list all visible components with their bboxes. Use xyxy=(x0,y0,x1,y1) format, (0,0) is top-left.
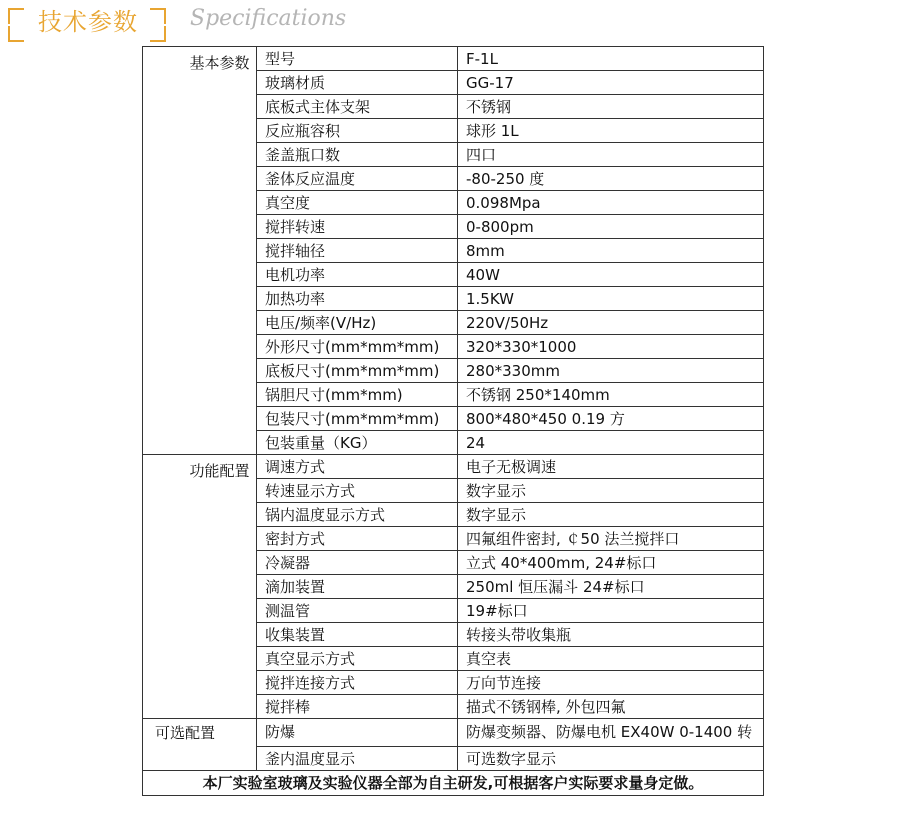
spec-name: 测温管 xyxy=(257,599,458,623)
table-row xyxy=(143,771,764,796)
spec-value: 防爆变频器、防爆电机 EX40W 0-1400 转 xyxy=(458,719,764,747)
spec-value: 24 xyxy=(458,431,764,455)
spec-name: 搅拌棒 xyxy=(257,695,458,719)
spec-value: 真空表 xyxy=(458,647,764,671)
spec-name: 底板尺寸(mm*mm*mm) xyxy=(257,359,458,383)
section-subtitle: Specifications xyxy=(190,6,347,31)
table-row xyxy=(143,455,764,479)
spec-value: 320*330*1000 xyxy=(458,335,764,359)
footer-note: 本厂实验室玻璃及实验仪器全部为自主研发,可根据客户实际要求量身定做。 xyxy=(143,771,764,796)
corner-ornament xyxy=(150,8,166,24)
corner-ornament xyxy=(8,26,24,42)
spec-name: 冷凝器 xyxy=(257,551,458,575)
spec-value: 280*330mm xyxy=(458,359,764,383)
category-cell xyxy=(143,455,257,719)
section-header xyxy=(0,0,900,46)
spec-value: 四氟组件密封, ￠50 法兰搅拌口 xyxy=(458,527,764,551)
spec-value: 立式 40*400mm, 24#标口 xyxy=(458,551,764,575)
spec-value: 数字显示 xyxy=(458,503,764,527)
category-label: 基本参数 xyxy=(189,54,250,72)
spec-name: 搅拌转速 xyxy=(257,215,458,239)
spec-value: 电子无极调速 xyxy=(458,455,764,479)
spec-name: 包装尺寸(mm*mm*mm) xyxy=(257,407,458,431)
corner-ornament xyxy=(150,26,166,42)
spec-value: 40W xyxy=(458,263,764,287)
corner-ornament xyxy=(8,8,24,24)
spec-name: 釜盖瓶口数 xyxy=(257,143,458,167)
spec-name: 釜内温度显示 xyxy=(257,747,458,771)
spec-value: 800*480*450 0.19 方 xyxy=(458,407,764,431)
spec-name: 反应瓶容积 xyxy=(257,119,458,143)
spec-name: 真空显示方式 xyxy=(257,647,458,671)
spec-table xyxy=(142,46,764,796)
spec-value: F-1L xyxy=(458,47,764,71)
spec-name: 防爆 xyxy=(257,719,458,747)
spec-value: GG-17 xyxy=(458,71,764,95)
spec-name: 型号 xyxy=(257,47,458,71)
spec-value: 8mm xyxy=(458,239,764,263)
spec-name: 包装重量（KG） xyxy=(257,431,458,455)
spec-name: 玻璃材质 xyxy=(257,71,458,95)
spec-name: 搅拌连接方式 xyxy=(257,671,458,695)
spec-value: 可选数字显示 xyxy=(458,747,764,771)
spec-value: 描式不锈钢棒, 外包四氟 xyxy=(458,695,764,719)
spec-name: 搅拌轴径 xyxy=(257,239,458,263)
spec-name: 电压/频率(V/Hz) xyxy=(257,311,458,335)
spec-value: 球形 1L xyxy=(458,119,764,143)
category-cell xyxy=(143,47,257,455)
spec-name: 釜体反应温度 xyxy=(257,167,458,191)
spec-name: 转速显示方式 xyxy=(257,479,458,503)
spec-value: 250ml 恒压漏斗 24#标口 xyxy=(458,575,764,599)
spec-value: 220V/50Hz xyxy=(458,311,764,335)
spec-name: 收集装置 xyxy=(257,623,458,647)
spec-value: 19#标口 xyxy=(458,599,764,623)
spec-value: 四口 xyxy=(458,143,764,167)
spec-name: 电机功率 xyxy=(257,263,458,287)
spec-name: 滴加装置 xyxy=(257,575,458,599)
table-row xyxy=(143,719,764,747)
spec-name: 外形尺寸(mm*mm*mm) xyxy=(257,335,458,359)
spec-name: 真空度 xyxy=(257,191,458,215)
spec-name: 底板式主体支架 xyxy=(257,95,458,119)
spec-name: 锅胆尺寸(mm*mm) xyxy=(257,383,458,407)
spec-value: -80-250 度 xyxy=(458,167,764,191)
spec-value: 数字显示 xyxy=(458,479,764,503)
spec-value: 转接头带收集瓶 xyxy=(458,623,764,647)
spec-value: 不锈钢 250*140mm xyxy=(458,383,764,407)
spec-value: 不锈钢 xyxy=(458,95,764,119)
spec-name: 调速方式 xyxy=(257,455,458,479)
category-label: 功能配置 xyxy=(189,462,250,480)
category-label: 可选配置 xyxy=(143,719,257,771)
table-row xyxy=(143,47,764,71)
spec-value: 0.098Mpa xyxy=(458,191,764,215)
section-title: 技术参数 xyxy=(38,8,138,36)
spec-name: 加热功率 xyxy=(257,287,458,311)
spec-name: 密封方式 xyxy=(257,527,458,551)
spec-value: 万向节连接 xyxy=(458,671,764,695)
spec-name: 锅内温度显示方式 xyxy=(257,503,458,527)
spec-value: 0-800pm xyxy=(458,215,764,239)
spec-value: 1.5KW xyxy=(458,287,764,311)
